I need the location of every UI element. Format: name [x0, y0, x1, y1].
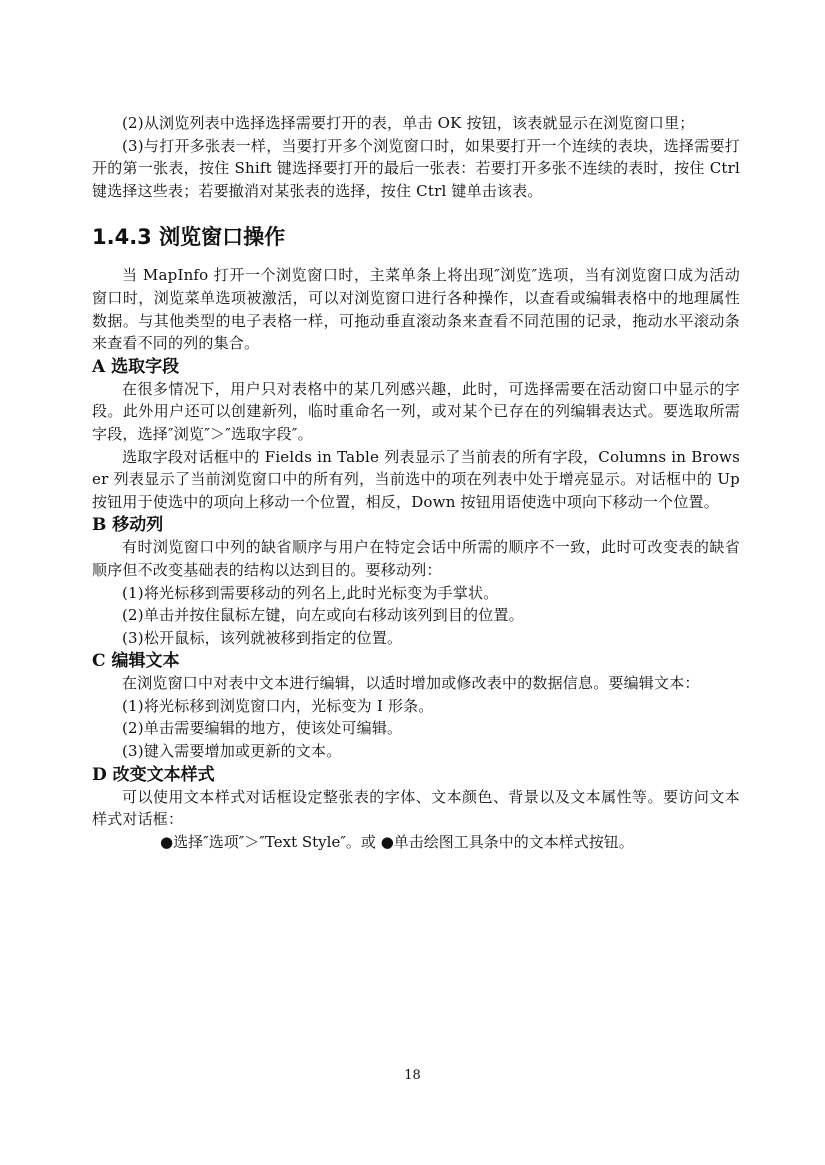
subsection-heading: A 选取字段 [92, 356, 180, 377]
step-item: (1)将光标移到浏览窗口内，光标变为 I 形条。 [122, 696, 434, 715]
document-page [92, 112, 740, 853]
section-heading: 1.4.3 浏览窗口操作 [92, 225, 286, 250]
paragraph: (2)从浏览列表中选择选择需要打开的表，单击 OK 按钮，该表就显示在浏览窗口里； [122, 114, 695, 132]
subsection-heading: D 改变文本样式 [92, 764, 215, 785]
subsection-heading: B 移动列 [92, 515, 164, 536]
paragraph: 选取字段对话框中的 Fields in Table 列表显示了当前表的所有字段，Columns in Browser 列表显示了当前浏览窗口中的所有列，当前选中的项在列表中处于增亮显示。对话框中的 Up 按钮用于使选中的项向上移动一个位置，相反，Down 按钮用语使选中项向下移动一个位置。 [92, 447, 740, 511]
paragraph: 可以使用文本样式对话框设定整张表的字体、文本颜色、背景以及文本属性等。要访问文本样式对话框： [92, 787, 740, 829]
paragraph: 有时浏览窗口中列的缺省顺序与用户在特定会话中所需的顺序不一致，此时可改变表的缺省顺序但不改变基础表的结构以达到目的。要移动列： [92, 538, 740, 579]
paragraph: 在浏览窗口中对表中文本进行编辑，以适时增加或修改表中的数据信息。要编辑文本： [122, 674, 700, 693]
step-item: (3)键入需要增加或更新的文本。 [122, 742, 342, 761]
bullet-line: ●选择″选项″＞″Text Style″。或 ●单击绘图工具条中的文本样式按钮。 [160, 832, 634, 851]
paragraph: 在很多情况下，用户只对表格中的某几列感兴趣，此时，可选择需要在活动窗口中显示的字段。此外用户还可以创建新列，临时重命名一列，或对某个已存在的列编辑表达式。要选取所需字段，选择″浏览″＞″选取字段″。 [92, 379, 740, 443]
paragraph: (3)与打开多张表一样，当要打开多个浏览窗口时，如果要打开一个连续的表块，选择需要打开的第一张表，按住 Shift 键选择要打开的最后一张表：若要打开多张不连续的表时，按住 Ctrl 键选择这些表；若要撤消对某张表的选择，按住 Ctrl 键单击该表。 [92, 136, 740, 200]
page-number: 18 [404, 1068, 421, 1083]
subsection-heading: C 编辑文本 [92, 651, 180, 672]
paragraph: 当 MapInfo 打开一个浏览窗口时，主菜单条上将出现″浏览″选项，当有浏览窗口成为活动窗口时，浏览菜单选项被激活，可以对浏览窗口进行各种操作，以查看或编辑表格中的地理属性数据。与其他类型的电子表格一样，可拖动垂直滚动条来查看不同范围的记录，拖动水平滚动条来查看不同的列的集合。 [92, 266, 740, 353]
step-item: (2)单击需要编辑的地方，使该处可编辑。 [122, 719, 403, 738]
step-item: (3)松开鼠标，该列就被移到指定的位置。 [122, 628, 403, 647]
step-item: (1)将光标移到需要移动的列名上,此时光标变为手掌状。 [122, 583, 499, 602]
step-item: (2)单击并按住鼠标左键，向左或向右移动该列到目的位置。 [122, 606, 524, 625]
